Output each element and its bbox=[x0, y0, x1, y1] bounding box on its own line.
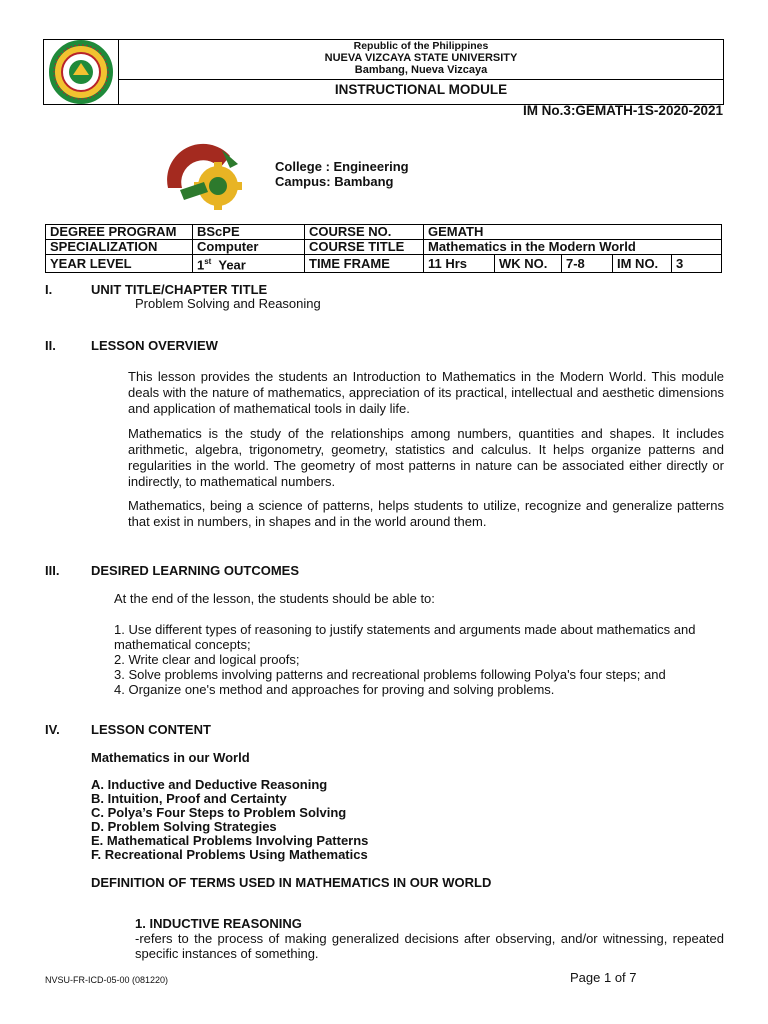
list-item: A. Inductive and Deductive Reasoning bbox=[91, 777, 328, 792]
college-name: College : Engineering bbox=[275, 159, 409, 174]
table-cell: WK NO. bbox=[495, 255, 562, 273]
campus-name: Campus: Bambang bbox=[275, 174, 394, 189]
term-1-definition: -refers to the process of making generalized decisions after observing, and/or witnessing, repeated specific instances of something. bbox=[135, 931, 724, 961]
year-suffix: st bbox=[204, 257, 212, 266]
section-1-title: UNIT TITLE/CHAPTER TITLE bbox=[91, 282, 268, 297]
list-item: 4. Organize one's method and approaches for proving and solving problems. bbox=[114, 682, 555, 697]
table-cell: DEGREE PROGRAM bbox=[46, 225, 193, 240]
section-4-number: IV. bbox=[45, 722, 60, 737]
table-cell: COURSE NO. bbox=[305, 225, 424, 240]
header-location: Bambang, Nueva Vizcaya bbox=[354, 64, 488, 76]
year-number: 1 bbox=[197, 257, 205, 273]
table-cell: 11 Hrs bbox=[424, 255, 495, 273]
definitions-heading: DEFINITION OF TERMS USED IN MATHEMATICS IN OUR WORLD bbox=[91, 875, 492, 890]
header-republic: Republic of the Philippines bbox=[353, 40, 489, 52]
engineering-gear-icon bbox=[160, 142, 266, 212]
table-cell: Mathematics in the Modern World bbox=[424, 240, 722, 255]
table-cell: TIME FRAME bbox=[305, 255, 424, 273]
section-2-title: LESSON OVERVIEW bbox=[91, 338, 218, 353]
list-item: B. Intuition, Proof and Certainty bbox=[91, 791, 287, 806]
page-number: Page 1 of 7 bbox=[570, 970, 637, 985]
section-1-number: I. bbox=[45, 282, 53, 297]
header-text bbox=[118, 40, 724, 76]
year-word: Year bbox=[218, 257, 246, 273]
module-title: INSTRUCTIONAL MODULE bbox=[334, 82, 508, 97]
overview-paragraph-3: Mathematics, being a science of patterns, helps students to utilize, recognize and generalize patterns that exist in numbers, in shapes and in the world around them. bbox=[128, 498, 724, 529]
table-cell: COURSE TITLE bbox=[305, 240, 424, 255]
table-cell: SPECIALIZATION bbox=[46, 240, 193, 255]
college-info bbox=[275, 159, 409, 189]
im-number: IM No.3:GEMATH-1S-2020-2021 bbox=[522, 103, 723, 118]
form-code: NVSU-FR-ICD-05-00 (081220) bbox=[45, 975, 169, 985]
list-item: 1. Use different types of reasoning to justify statements and arguments made about mathematics and mathematical concepts; bbox=[114, 622, 696, 652]
list-item: C. Polya’s Four Steps to Problem Solving bbox=[91, 805, 347, 820]
section-3-number: III. bbox=[45, 563, 60, 578]
table-cell: BScPE bbox=[193, 225, 305, 240]
chapter-title: Problem Solving and Reasoning bbox=[135, 296, 321, 311]
table-cell: YEAR LEVEL bbox=[46, 255, 193, 273]
header-logo-cell bbox=[43, 39, 119, 105]
outcomes-list bbox=[114, 622, 724, 697]
university-seal-icon bbox=[43, 39, 119, 105]
section-3-title: DESIRED LEARNING OUTCOMES bbox=[91, 563, 300, 578]
table-cell: 3 bbox=[672, 255, 722, 273]
engineering-logo bbox=[160, 142, 266, 212]
course-info-table bbox=[45, 224, 722, 273]
table-row bbox=[46, 255, 722, 273]
overview-paragraph-1: This lesson provides the students an Introduction to Mathematics in the Modern World. This module deals with the nature of mathematics, appreciation of its practical, intellectual and aesthetic dimensions and application of mathematical tools in daily life. bbox=[128, 369, 724, 416]
overview-paragraph-2: Mathematics is the study of the relationships among numbers, quantities and shapes. It includes arithmetic, algebra, trigonometry, geometry, statistics and calculus. It helps organize patterns and regularities in the world. The geometry of most patterns in nature can be associated either directly or indirectly, to mathematical numbers. bbox=[128, 426, 724, 489]
table-cell: GEMATH bbox=[424, 225, 722, 240]
table-cell bbox=[193, 255, 305, 273]
outcomes-intro: At the end of the lesson, the students should be able to: bbox=[114, 591, 435, 606]
list-item: 3. Solve problems involving patterns and recreational problems following Polya's four steps; and bbox=[114, 667, 666, 682]
content-subtitle: Mathematics in our World bbox=[91, 750, 250, 765]
list-item: E. Mathematical Problems Involving Patterns bbox=[91, 833, 369, 848]
table-row bbox=[46, 225, 722, 240]
header-divider bbox=[118, 79, 724, 80]
section-2-number: II. bbox=[45, 338, 56, 353]
list-item: F. Recreational Problems Using Mathematics bbox=[91, 847, 368, 862]
section-4-title: LESSON CONTENT bbox=[91, 722, 211, 737]
table-cell: IM NO. bbox=[613, 255, 672, 273]
table-row bbox=[46, 240, 722, 255]
list-item: 2. Write clear and logical proofs; bbox=[114, 652, 300, 667]
table-cell: 7-8 bbox=[562, 255, 613, 273]
term-1-title: 1. INDUCTIVE REASONING bbox=[135, 916, 302, 931]
table-cell: Computer bbox=[193, 240, 305, 255]
content-topic-list bbox=[91, 778, 368, 862]
header-university: NUEVA VIZCAYA STATE UNIVERSITY bbox=[324, 52, 518, 64]
list-item: D. Problem Solving Strategies bbox=[91, 819, 277, 834]
